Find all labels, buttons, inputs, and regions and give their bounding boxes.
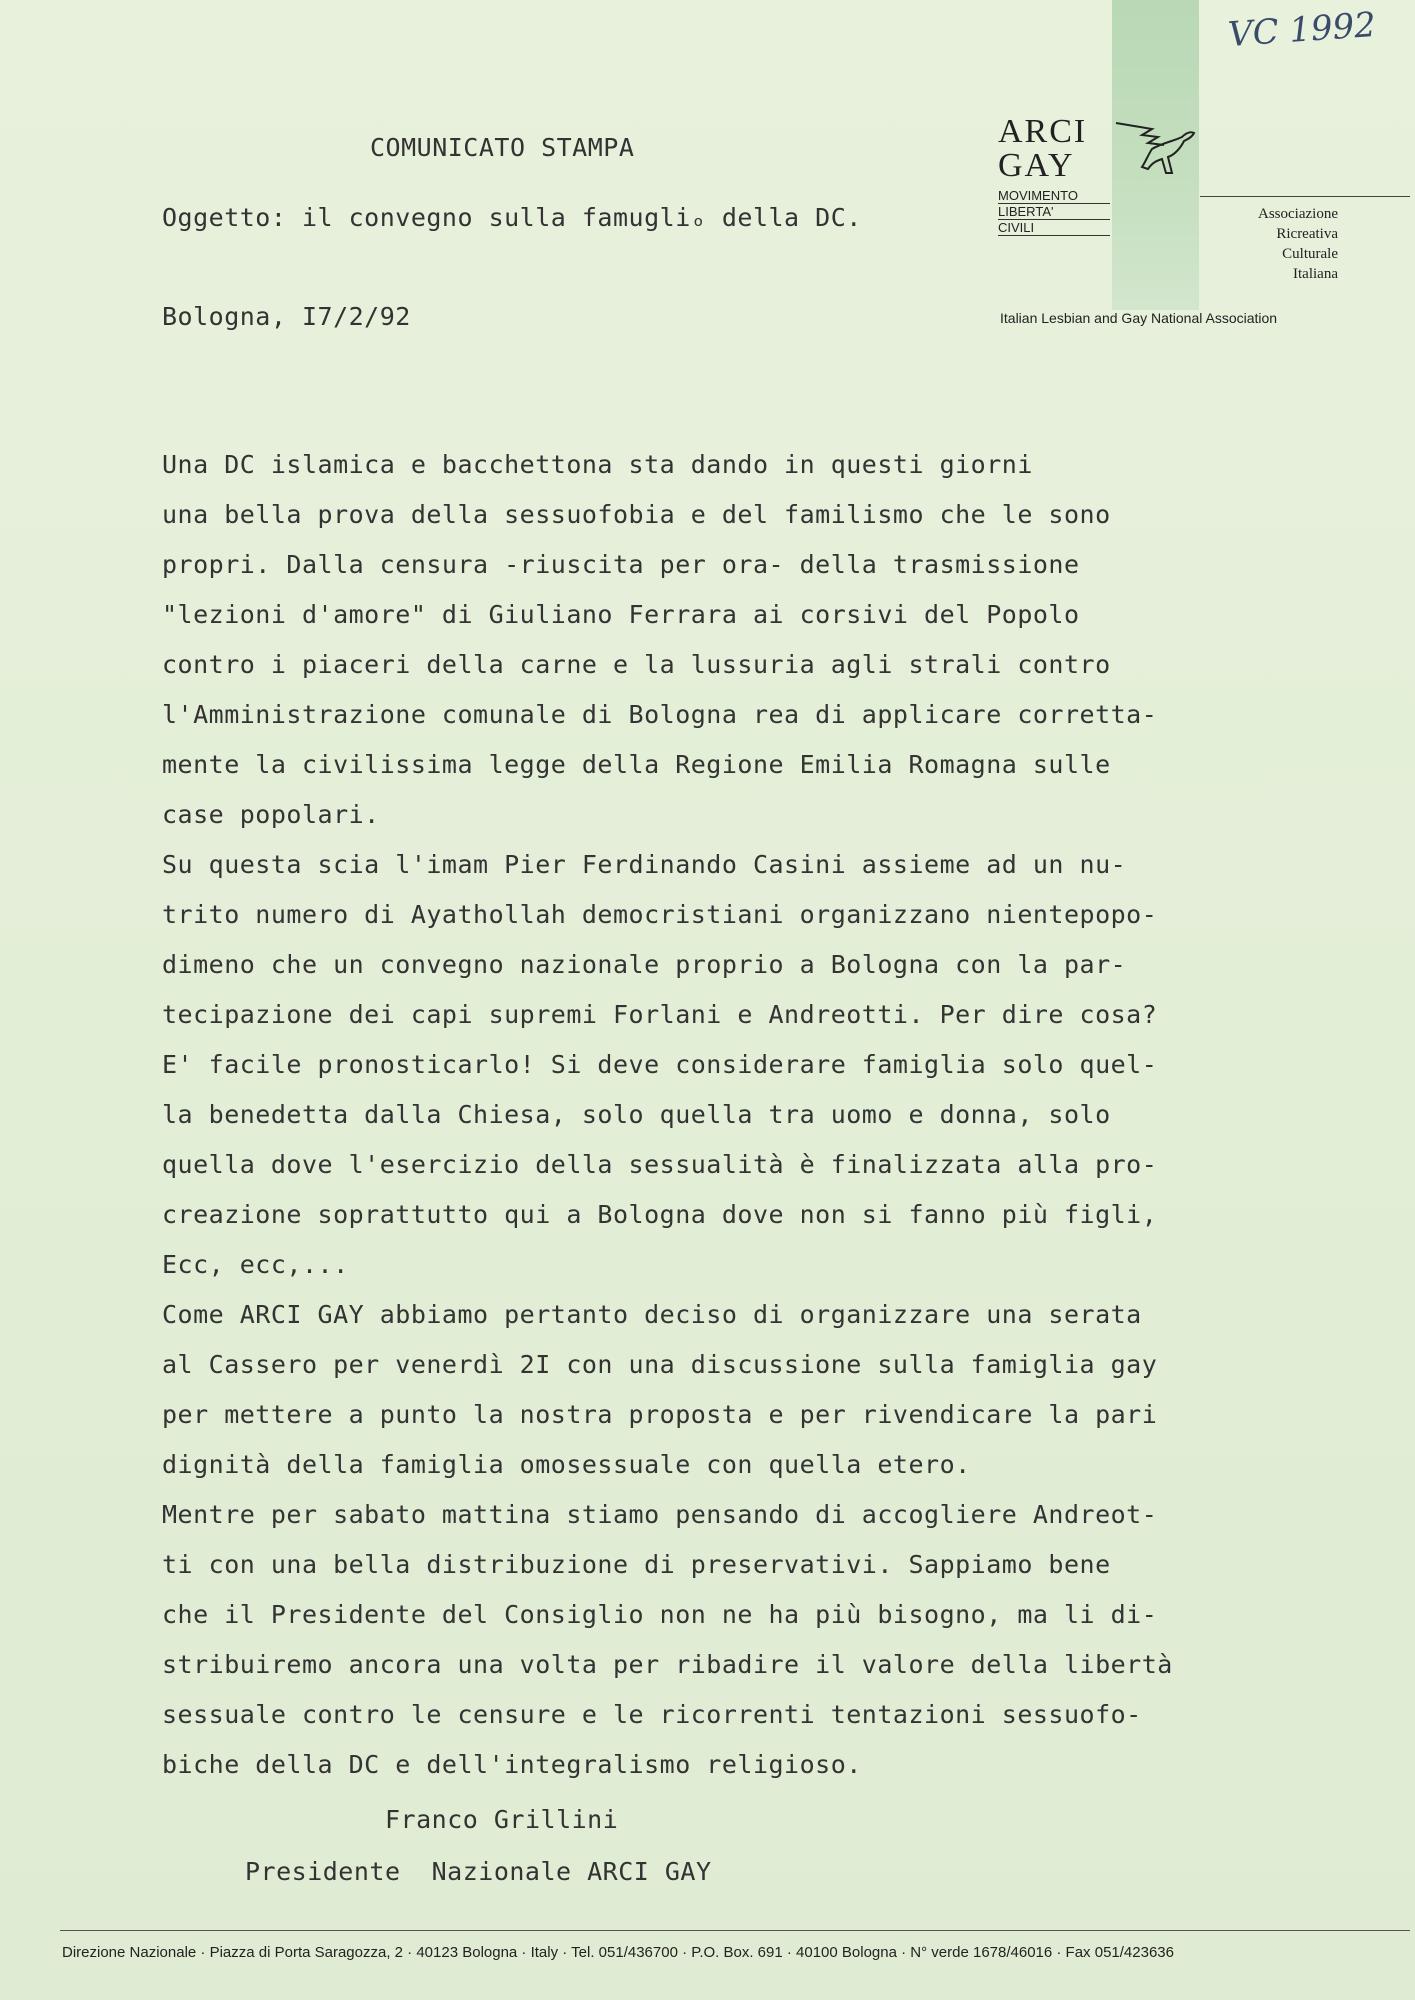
association-line: Associazione bbox=[1258, 206, 1338, 222]
logo-movement-text bbox=[998, 188, 1110, 236]
body-line: contro i piaceri della carne e la lussuria agli strali contro bbox=[162, 650, 1111, 679]
body-line: Su questa scia l'imam Pier Ferdinando Casini assieme ad un nu- bbox=[162, 850, 1127, 879]
body-line: Una DC islamica e bacchettona sta dando in questi giorni bbox=[162, 450, 1033, 479]
body-line: biche della DC e dell'integralismo religioso. bbox=[162, 1750, 862, 1779]
movement-line: MOVIMENTO bbox=[998, 188, 1110, 204]
signature-title: Presidente Nazionale ARCI GAY bbox=[245, 1857, 712, 1886]
body-line: la benedetta dalla Chiesa, solo quella tra uomo e donna, solo bbox=[162, 1100, 1111, 1129]
body-line: propri. Dalla censura -riuscita per ora- della trasmissione bbox=[162, 550, 1080, 579]
movement-line: CIVILI bbox=[998, 220, 1110, 236]
body-line: quella dove l'esercizio della sessualità è finalizzata alla pro- bbox=[162, 1150, 1158, 1179]
english-association-name: Italian Lesbian and Gay National Association bbox=[1000, 310, 1278, 326]
body-line: che il Presidente del Consiglio non ne ha più bisogno, ma li di- bbox=[162, 1600, 1158, 1629]
body-line: per mettere a punto la nostra proposta e per rivendicare la pari bbox=[162, 1400, 1158, 1429]
body-line: una bella prova della sessuofobia e del familismo che le sono bbox=[162, 500, 1111, 529]
association-line: Culturale bbox=[1282, 246, 1338, 262]
document-heading: COMUNICATO STAMPA bbox=[370, 133, 635, 162]
body-line: al Cassero per venerdì 2I con una discussione sulla famiglia gay bbox=[162, 1350, 1158, 1379]
body-line: mente la civilissima legge della Regione Emilia Romagna sulle bbox=[162, 750, 1111, 779]
body-line: dimeno che un convegno nazionale proprio a Bologna con la par- bbox=[162, 950, 1127, 979]
date-line: Bologna, I7/2/92 bbox=[162, 302, 411, 331]
association-line: Italiana bbox=[1293, 266, 1338, 282]
body-line: case popolari. bbox=[162, 800, 380, 829]
body-line: Come ARCI GAY abbiamo pertanto deciso di organizzare una serata bbox=[162, 1300, 1142, 1329]
body-line: l'Amministrazione comunale di Bologna rea di applicare corretta- bbox=[162, 700, 1158, 729]
handwritten-archive-note: VC 1992 bbox=[1226, 4, 1378, 56]
footer-contact-info: Direzione Nazionale · Piazza di Porta Saragozza, 2 · 40123 Bologna · Italy · Tel. 051/436700 · P.O. Box. 691 · 40100 Bologna · N° verde 1678/46016 · Fax 051/423636 bbox=[62, 1944, 1174, 1961]
body-line: Mentre per sabato mattina stiamo pensando di accogliere Andreot- bbox=[162, 1500, 1158, 1529]
body-line: ti con una bella distribuzione di preservativi. Sappiamo bene bbox=[162, 1550, 1111, 1579]
body-line: trito numero di Ayathollah democristiani organizzano nientepopo- bbox=[162, 900, 1158, 929]
body-line: creazione soprattutto qui a Bologna dove non si fanno più figli, bbox=[162, 1200, 1158, 1229]
body-line: "lezioni d'amore" di Giuliano Ferrara ai corsivi del Popolo bbox=[162, 600, 1080, 629]
association-line: Ricreativa bbox=[1276, 226, 1338, 242]
signature-name: Franco Grillini bbox=[385, 1805, 619, 1834]
body-line: dignità della famiglia omosessuale con quella etero. bbox=[162, 1450, 971, 1479]
association-description bbox=[1218, 204, 1338, 284]
body-line: stribuiremo ancora una volta per ribadire il valore della libertà bbox=[162, 1650, 1173, 1679]
movement-line: LIBERTA' bbox=[998, 204, 1110, 220]
footer-divider bbox=[60, 1930, 1410, 1931]
logo-wordmark bbox=[998, 115, 1087, 183]
letterhead-divider bbox=[1200, 196, 1410, 197]
logo-wordmark-line2: GAY bbox=[998, 147, 1075, 184]
body-line: E' facile pronosticarlo! Si deve considerare famiglia solo quel- bbox=[162, 1050, 1158, 1079]
subject-line: Oggetto: il convegno sulla famugliₒ della DC. bbox=[162, 203, 862, 232]
body-line: sessuale contro le censure e le ricorrenti tentazioni sessuofo- bbox=[162, 1700, 1142, 1729]
pegasus-logo-icon bbox=[1112, 115, 1198, 185]
body-line: Ecc, ecc,... bbox=[162, 1250, 349, 1279]
body-line: tecipazione dei capi supremi Forlani e Andreotti. Per dire cosa? bbox=[162, 1000, 1158, 1029]
logo-wordmark-line1: ARCI bbox=[998, 113, 1088, 150]
